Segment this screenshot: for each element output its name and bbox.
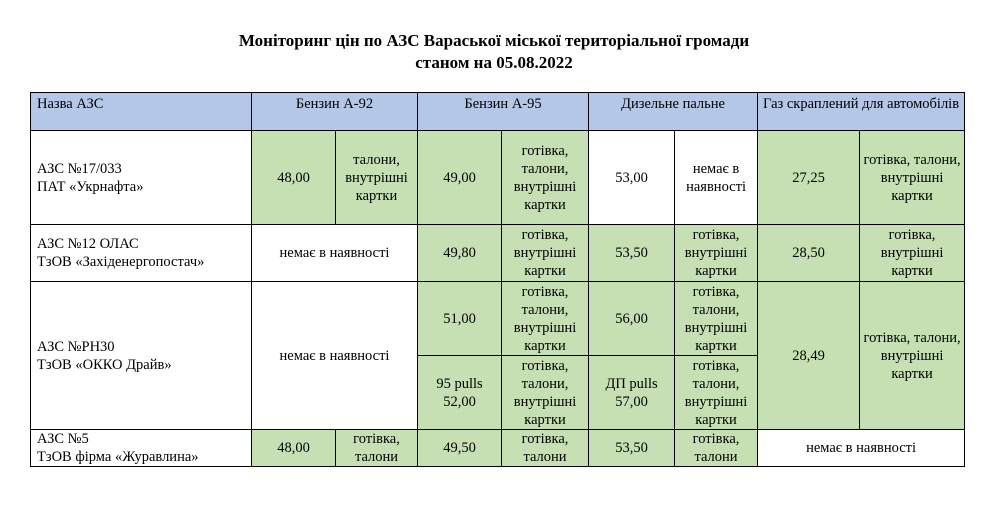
- station-name-cell: [31, 430, 252, 467]
- a92-not-available: немає в наявності: [252, 282, 418, 430]
- station-name: АЗС №17/033: [37, 160, 122, 177]
- a95-price: 49,00: [418, 131, 502, 225]
- diesel-price: 53,50: [589, 225, 675, 282]
- header-station-name: Назва АЗС: [31, 93, 252, 131]
- a92-payment: талони, внутрішні картки: [336, 131, 418, 225]
- diesel-pulls-payment: готівка, талони, внутрішні картки: [675, 356, 758, 430]
- station-name: АЗС №12 ОЛАС: [37, 236, 139, 252]
- header-diesel: Дизельне пальне: [589, 93, 758, 131]
- header-a95: Бензин А-95: [418, 93, 589, 131]
- station-company: ПАТ «Укрнафта»: [37, 178, 144, 195]
- station-name-cell: [31, 225, 252, 282]
- header-a92: Бензин А-92: [252, 93, 418, 131]
- station-name-cell: [31, 282, 252, 430]
- a92-payment: готівка, талони: [336, 430, 418, 467]
- a95-payment: готівка, талони: [502, 430, 589, 467]
- a95-pulls-value: 52,00: [443, 393, 476, 410]
- gas-payment: готівка, талони, внутрішні картки: [860, 131, 965, 225]
- diesel-price: 53,50: [589, 430, 675, 467]
- station-name-cell: [31, 131, 252, 225]
- a92-not-available: немає в наявності: [252, 225, 418, 282]
- a95-pulls-payment: готівка, талони, внутрішні картки: [502, 356, 589, 430]
- a95-price: 49,50: [418, 430, 502, 467]
- station-name: АЗС №5: [37, 431, 89, 447]
- diesel-pulls-price: [589, 356, 675, 430]
- header-gas: Газ скраплений для автомобілів: [758, 93, 965, 131]
- a95-payment: готівка, талони, внутрішні картки: [502, 282, 589, 356]
- gas-payment: готівка, внутрішні картки: [860, 225, 965, 282]
- diesel-payment: немає в наявності: [675, 131, 758, 225]
- diesel-payment: готівка, талони, внутрішні картки: [675, 282, 758, 356]
- gas-price: 28,49: [758, 282, 860, 430]
- table-row: [31, 430, 965, 467]
- a92-price: 48,00: [252, 131, 336, 225]
- station-company: ТзОВ «ОККО Драйв»: [37, 356, 172, 373]
- station-company: ТзОВ «Західенергопостач»: [37, 254, 205, 270]
- diesel-pulls-value: 57,00: [615, 393, 648, 410]
- diesel-payment: готівка, внутрішні картки: [675, 225, 758, 282]
- page-subtitle-date: станом на 05.08.2022: [415, 53, 573, 72]
- table-header-row: [31, 93, 965, 131]
- a95-payment: готівка, внутрішні картки: [502, 225, 589, 282]
- station-name: АЗС №РН30: [37, 338, 115, 355]
- a95-pulls-price: [418, 356, 502, 430]
- diesel-payment: готівка, талони: [675, 430, 758, 467]
- gas-price: 28,50: [758, 225, 860, 282]
- gas-not-available: немає в наявності: [758, 430, 965, 467]
- a95-pulls-label: 95 pulls: [436, 375, 483, 392]
- page-title: Моніторинг цін по АЗС Вараської міської територіальної громади: [238, 31, 750, 50]
- table-row: [31, 225, 965, 282]
- a95-price: 51,00: [418, 282, 502, 356]
- price-table: [30, 92, 965, 467]
- gas-price: 27,25: [758, 131, 860, 225]
- a92-price: 48,00: [252, 430, 336, 467]
- diesel-price: 53,00: [589, 131, 675, 225]
- table-row: [31, 282, 965, 356]
- station-company: ТзОВ фірма «Журавлина»: [37, 449, 199, 465]
- a95-price: 49,80: [418, 225, 502, 282]
- gas-payment: готівка, талони, внутрішні картки: [860, 282, 965, 430]
- diesel-pulls-label: ДП pulls: [605, 375, 658, 392]
- diesel-price: 56,00: [589, 282, 675, 356]
- table-row: [31, 131, 965, 225]
- a95-payment: готівка, талони, внутрішні картки: [502, 131, 589, 225]
